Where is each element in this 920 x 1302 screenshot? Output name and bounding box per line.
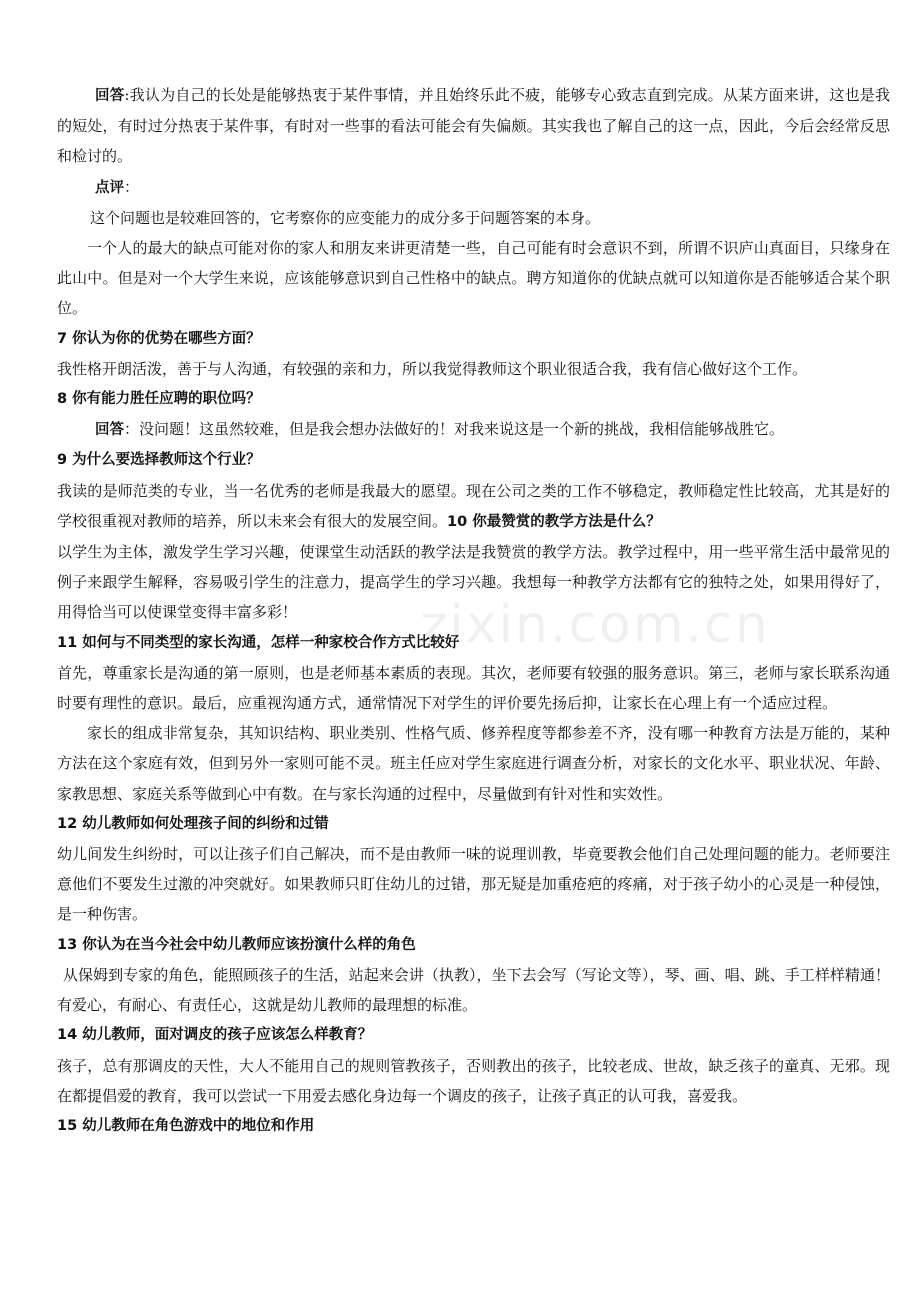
- answer-text: :我认为自己的长处是能够热衷于某件事情，并且始终乐此不疲，能够专心致志直到完成。从某方面来讲，这也是我的短处，有时过分热衷于某件事，有时对一些事的看法可能会有失偏颇。其实我也了解自己的这一点，因此，今后会经常反思和检讨的。: [57, 86, 890, 166]
- watermark: zixin.com.cn: [420, 595, 770, 655]
- answer-label: 回答: [95, 88, 125, 104]
- question-12: 12 幼儿教师如何处理孩子间的纠纷和过错: [57, 815, 329, 832]
- question-15: 15 幼儿教师在角色游戏中的地位和作用: [57, 1117, 315, 1134]
- answer-9: [57, 476, 890, 537]
- answer-8-text: ：没问题！这虽然较难，但是我会想办法做好的！对我来说这是一个新的挑战，我相信能够战胜它。: [124, 420, 785, 439]
- question-10: 10 你最赞赏的教学方法是什么？: [447, 513, 661, 530]
- question-13: 13 你认为在当今社会中幼儿教师应该扮演什么样的角色: [57, 936, 416, 953]
- paragraph-comment-2: 一个人的最大的缺点可能对你的家人和朋友来讲更清楚一些，自己可能有时会意识不到，所谓不识庐山真面目，只缘身在此山中。但是对一个大学生来说，应该能够意识到自己性格中的缺点。聘方知道你的优缺点就可以知道你是否能够适合某个职位。: [57, 239, 890, 318]
- answer-12: 幼儿间发生纠纷时，可以让孩子们自己解决，而不是由教师一味的说理训教，毕竟要教会他们自己处理问题的能力。老师要注意他们不要发生过激的冲突就好。如果教师只盯住幼儿的过错，那无疑是加重疮疤的疼痛，对于孩子幼小的心灵是一种侵蚀，是一种伤害。: [57, 845, 890, 924]
- answer-8-label: 回答: [95, 422, 124, 439]
- question-8: 8 你有能力胜任应聘的职位吗？: [57, 391, 261, 408]
- comment-label: 点评: [95, 179, 124, 196]
- answer-14: 孩子，总有那调皮的天性，大人不能用自己的规则管教孩子，否则教出的孩子，比较老成、世故，缺乏孩子的童真、无邪。现在都提倡爱的教育，我可以尝试一下用爱去感化身边每一个调皮的孩子，让孩子真正的认可我，喜爱我。: [57, 1056, 890, 1105]
- paragraph-comment-label: [57, 172, 890, 203]
- paragraph-comment-1: 这个问题也是较难回答的，它考察你的应变能力的成分多于问题答案的本身。: [90, 208, 601, 227]
- answer-11-continued: 家长的组成非常复杂，其知识结构、职业类别、性格气质、修养程度等都参差不齐，没有哪一种教育方法是万能的，某种方法在这个家庭有效，但到另外一家则可能不灵。班主任应对学生家庭进行调查分析，对家长的文化水平、职业状况、年龄、家教思想、家庭关系等做到心中有数。在与家长沟通的过程中，尽量做到有针对性和实效性。: [57, 724, 890, 803]
- answer-8: [57, 414, 890, 445]
- question-7: 7 你认为你的优势在哪些方面？: [57, 330, 261, 347]
- answer-7: 我性格开朗活泼，善于与人沟通，有较强的亲和力，所以我觉得教师这个职业很适合我，我有信心做好这个工作。: [57, 359, 808, 378]
- answer-10: 以学生为主体，激发学生学习兴趣，使课堂生动活跃的教学法是我赞赏的教学方法。教学过程中，用一些平常生活中最常见的例子来跟学生解释，容易吸引学生的注意力，提高学生的学习兴趣。我想每一种教学方法都有它的独特之处，如果用得好了，用得恰当可以使课堂变得丰富多彩！: [57, 543, 890, 622]
- answer-9-text: 我读的是师范类的专业，当一名优秀的老师是我最大的愿望。现在公司之类的工作不够稳定，教师稳定性比较高，尤其是好的学校很重视对教师的培养，所以未来会有很大的发展空间。: [57, 481, 890, 530]
- question-11: 11 如何与不同类型的家长沟通，怎样一种家校合作方式比较好: [57, 634, 460, 651]
- answer-11: 首先，尊重家长是沟通的第一原则，也是老师基本素质的表现。其次，老师要有较强的服务意识。第三，老师与家长联系沟通时要有理性的意识。最后，应重视沟通方式，通常情况下对学生的评价要先扬后抑，让家长在心理上有一个适应过程。: [57, 663, 890, 713]
- answer-13: 从保姆到专家的角色，能照顾孩子的生活，站起来会讲（执教），坐下去会写（写论文等），琴、画、唱、跳、手工样样精通！有爱心，有耐心、有责任心，这就是幼儿教师的最理想的标准。: [57, 965, 890, 1015]
- comment-colon: ：: [124, 177, 140, 196]
- question-9: 9 为什么要选择教师这个行业？: [57, 452, 261, 469]
- question-14: 14 幼儿教师，面对调皮的孩子应该怎么样教育？: [57, 1027, 373, 1044]
- paragraph-answer-strengths: [57, 80, 890, 172]
